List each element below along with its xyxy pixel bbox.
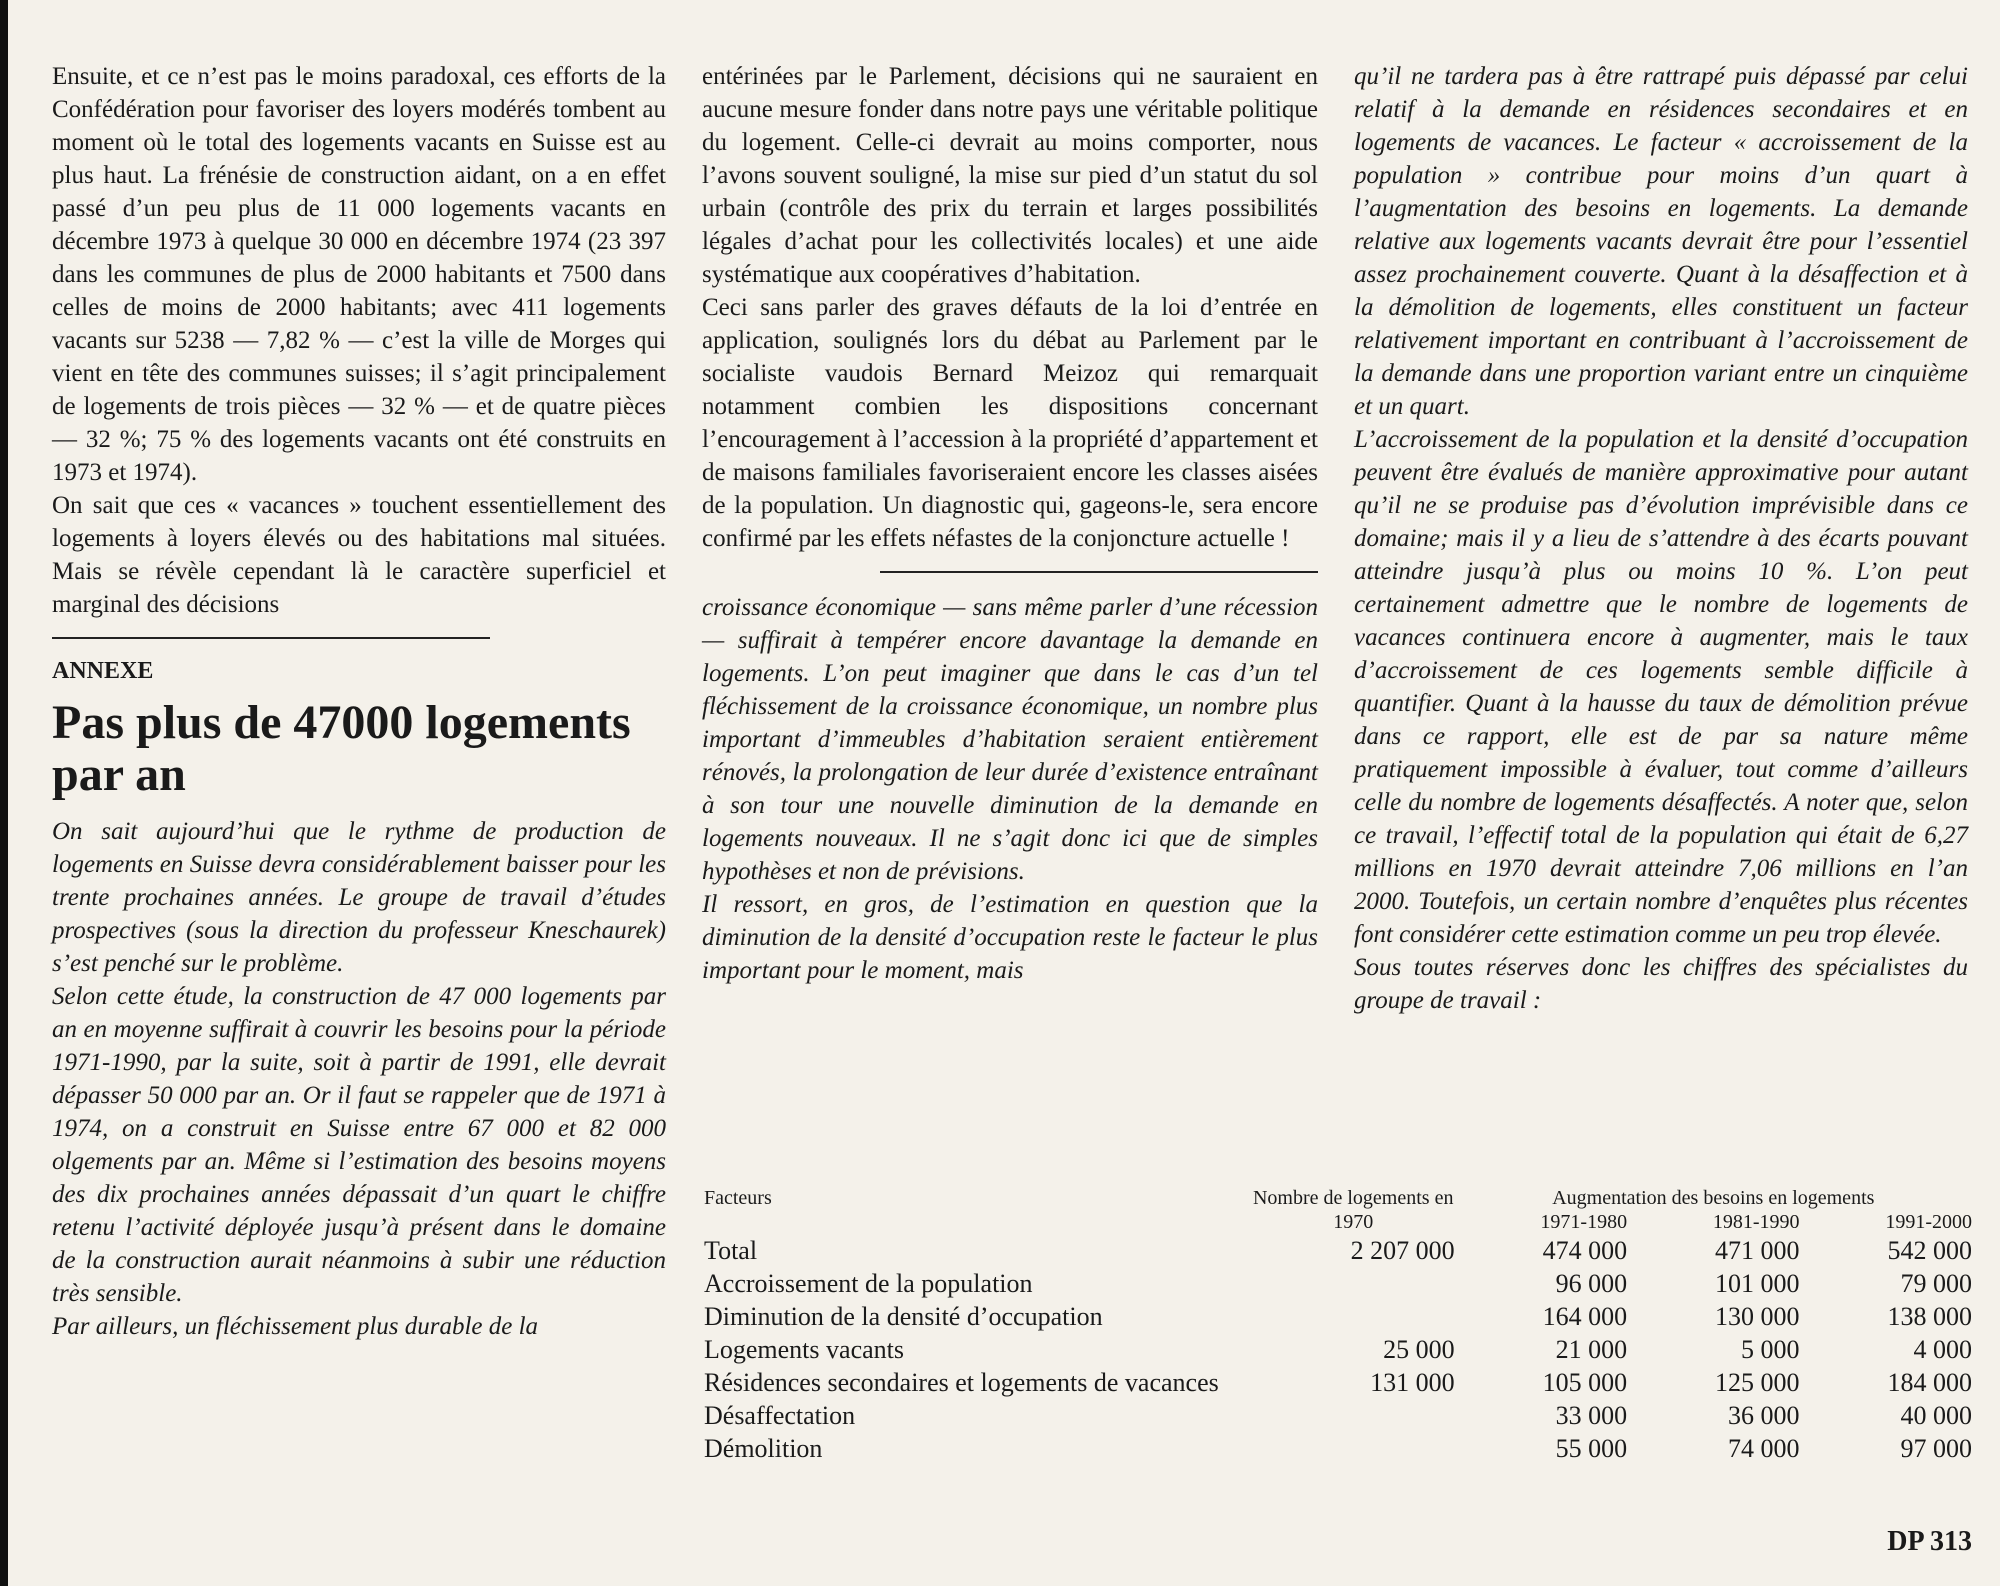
section-divider [880,571,1318,573]
column-3 [1354,60,1968,1017]
table-row [704,1300,1972,1333]
cell-base [1252,1267,1455,1300]
row-label: Accroissement de la population [704,1269,1033,1298]
table-header-row [704,1186,1972,1210]
paragraph: Ceci sans parler des graves défauts de la loi d’entrée en application, soulignés lors du débat au Parlement par le socialiste vaudois Bernard Meizoz qui remarquait notamment combien les dispositions concernant l’encouragement à l’accession à la propriété d’appartement et de maisons familiales favoriseraient encore les classes aisées de la population. Un diagnostic qui, gageons-le, sera encore confirmé par les effets néfastes de la conjoncture actuelle ! [702,294,1318,552]
header-factors: Facteurs [704,1187,772,1209]
cell-period-2: 36 000 [1728,1401,1800,1430]
page-number: DP 313 [1887,1526,1972,1557]
cell-period-2: 101 000 [1715,1269,1800,1298]
header-period: 1991-2000 [1885,1211,1972,1233]
italic-paragraph: qu’il ne tardera pas à être rattrapé puis dépassé par celui relatif à la demande en résidences secondaires et en logements de vacances. Le facteur « accroissement de la population » contribue pour moins d’un quart à l’augmentation des besoins en logements. La demande relative aux logements vacants devrait être pour l’essentiel assez prochainement couverte. Quant à la désaffection et à la démolition de logements, elles constituent un facteur relativement important en contribuant à l’accroissement de la demande dans une proportion variant entre un cinquième et un quart. [1354,63,1968,420]
italic-paragraph: Par ailleurs, un fléchissement plus durable de la [52,1313,539,1340]
annexe-label: ANNEXE [52,658,154,684]
table-row [704,1234,1972,1267]
cell-period-2: 74 000 [1728,1434,1800,1463]
table-row [704,1432,1972,1465]
cell-period-2: 5 000 [1741,1335,1800,1364]
table-row [704,1366,1972,1399]
italic-paragraph: Sous toutes réserves donc les chiffres des spécialistes du groupe de travail : [1354,954,1968,1014]
cell-period-1: 474 000 [1542,1236,1628,1265]
housing-needs-table [704,1186,1972,1465]
cell-period-3: 97 000 [1900,1434,1972,1463]
header-period: 1981-1990 [1712,1211,1800,1233]
row-label: Résidences secondaires et logements de vacances [704,1368,1219,1397]
header-period: 1971-1980 [1540,1211,1628,1233]
cell-period-1: 55 000 [1555,1434,1628,1463]
table-row [704,1333,1972,1366]
cell-period-3: 79 000 [1900,1269,1972,1298]
paragraph: Ensuite, et ce n’est pas le moins paradoxal, ces efforts de la Confédération pour favoriser des loyers modérés tombent au moment où le total des logements vacants en Suisse est au plus haut. La frénésie de construction aidant, on a en effet passé d’un peu plus de 11 000 logements vacants en décembre 1973 à quelque 30 000 en décembre 1974 (23 397 dans les communes de plus de 2000 habitants et 7500 dans celles de moins de 2000 habitants; avec 411 logements vacants sur 5238 — 7,82 % — c’est la ville de Morges qui vient en tête des communes suisses; il s’agit principalement de logements de trois pièces — 32 % — et de quatre pièces — 32 %; 75 % des logements vacants ont été construits en 1973 et 1974). [52,63,666,486]
cell-period-1: 21 000 [1555,1335,1628,1364]
cell-period-3: 542 000 [1887,1236,1972,1265]
page-edge [0,0,8,1586]
cell-period-2: 130 000 [1715,1302,1800,1331]
table-row [704,1399,1972,1432]
cell-period-3: 4 000 [1913,1335,1972,1364]
row-label: Logements vacants [704,1335,904,1364]
cell-period-3: 40 000 [1900,1401,1972,1430]
table-row [704,1267,1972,1300]
cell-base: 131 000 [1370,1368,1455,1397]
header-base-1970: Nombre de logements en 1970 [1252,1187,1454,1233]
column-1 [52,60,666,1343]
paragraph: entérinées par le Parlement, décisions qui ne sauraient en aucune mesure fonder dans notre pays une véritable politique du logement. Celle-ci devrait au moins comporter, nous l’avons souvent souligné, la mise sur pied d’un statut du sol urbain (contrôle des prix du terrain et larges possibilités légales d’achat pour les collectivités locales) et une aide systématique aux coopératives d’habitation. [702,63,1318,288]
italic-paragraph: L’accroissement de la population et la densité d’occupation peuvent être évalués de manière approximative pour autant qu’il ne se produise pas d’évolution imprévisible dans ce domaine; mais il y a lieu de s’attendre à des écarts pouvant atteindre jusqu’à plus ou moins 10 %. L’on peut certainement admettre que le nombre de logements de vacances continuera encore à augmenter, mais le taux d’accroissement de ces logements semble difficile à quantifier. Quant à la hausse du taux de démolition prévue dans ce rapport, elle est de par sa nature même pratiquement impossible à évaluer, tout comme d’ailleurs celle du nombre de logements désaffectés. A noter que, selon ce travail, l’effectif total de la population qui était de 6,27 millions en 1970 devrait atteindre 7,06 millions en l’an 2000. Toutefois, un certain nombre d’enquêtes plus récentes font considérer cette estimation comme un peu trop élevée. [1354,426,1968,948]
cell-base: 25 000 [1383,1335,1455,1364]
cell-base: 2 207 000 [1350,1236,1455,1265]
italic-paragraph: croissance économique — sans même parler d’une récession — suffirait à tempérer encore davantage la demande en logements. L’on peut imaginer que dans le cas d’un tel fléchissement de la croissance économique, un nombre plus important d’immeubles d’habitation seraient entièrement rénovés, la prolongation de leur durée d’existence entraînant à son tour une nouvelle diminution de la demande en logements nouveaux. Il ne s’agit donc ici que de simples hypothèses et non de prévisions. [702,594,1318,885]
cell-period-2: 125 000 [1715,1368,1800,1397]
cell-period-2: 471 000 [1715,1236,1800,1265]
column-2 [702,60,1318,987]
cell-period-3: 138 000 [1887,1302,1972,1331]
cell-base [1252,1399,1455,1432]
paragraph: On sait que ces « vacances » touchent essentiellement des logements à loyers élevés ou des habitations mal situées. Mais se révèle cependant là le caractère superficiel et marginal des décisions [52,492,666,618]
row-label: Désaffectation [704,1401,856,1430]
italic-paragraph: Il ressort, en gros, de l’estimation en question que la diminution de la densité d’occupation reste le facteur le plus important pour le moment, mais [702,891,1318,984]
row-label: Total [704,1236,758,1265]
cell-base [1252,1300,1455,1333]
cell-period-1: 96 000 [1555,1269,1628,1298]
row-label: Diminution de la densité d’occupation [704,1302,1103,1331]
header-increase: Augmentation des besoins en logements [1552,1187,1875,1209]
row-label: Démolition [704,1434,823,1463]
italic-paragraph: On sait aujourd’hui que le rythme de production de logements en Suisse devra considérablement baisser pour les trente prochaines années. Le groupe de travail d’études prospectives (sous la direction du professeur Kneschaurek) s’est penché sur le problème. [52,818,666,977]
italic-paragraph: Selon cette étude, la construction de 47 000 logements par an en moyenne suffirait à couvrir les besoins pour la période 1971-1990, par la suite, soit à partir de 1991, elle devrait dépasser 50 000 par an. Or il faut se rappeler que de 1971 à 1974, on a construit en Suisse entre 67 000 et 82 000 olgements par an. Même si l’estimation des besoins moyens des dix prochaines années dépassait d’un quart le chiffre retenu l’activité déployée jusqu’à présent dans le domaine de la construction aurait néanmoins à subir une réduction très sensible. [52,983,666,1307]
cell-period-1: 33 000 [1555,1401,1628,1430]
section-divider [52,637,490,639]
cell-base [1252,1432,1455,1465]
annex-headline: Pas plus de 47000 logements par an [52,696,631,801]
cell-period-1: 164 000 [1542,1302,1628,1331]
cell-period-1: 105 000 [1542,1368,1628,1397]
cell-period-3: 184 000 [1887,1368,1972,1397]
